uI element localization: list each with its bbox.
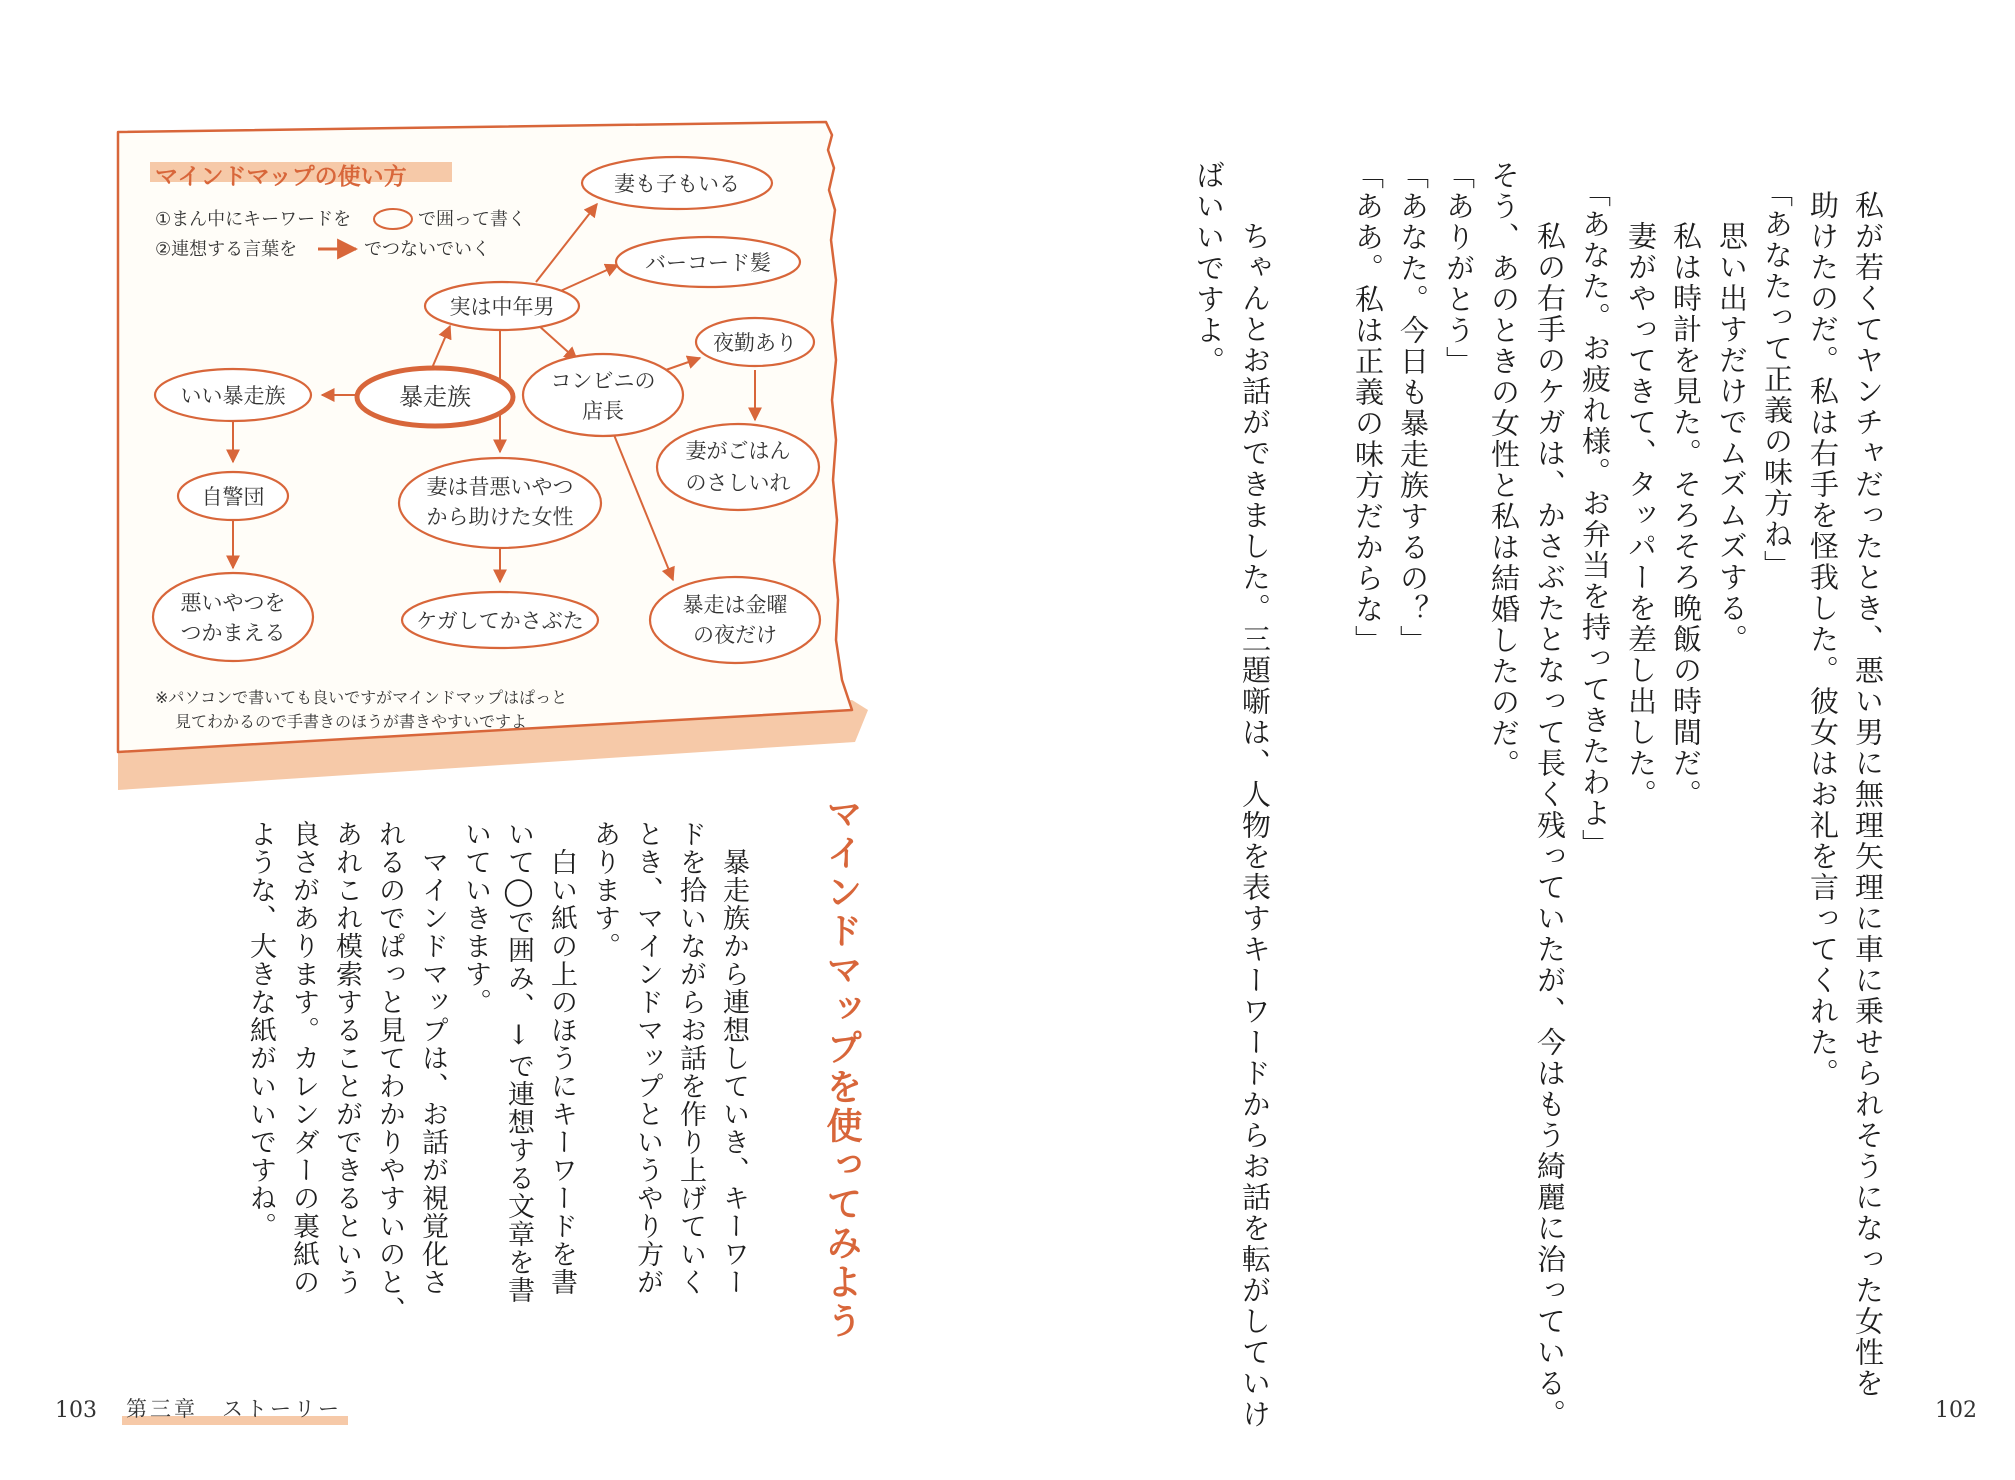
left-page-line-1: 暴走族から連想していき、キーワー xyxy=(718,820,749,1296)
right-page-line-5: 私は時計を見た。そろそろ晩飯の時間だ。 xyxy=(1669,190,1703,810)
node-catch-bad-ellipse xyxy=(153,573,313,661)
left-page-line-6: いて◯で囲み、↓で連想する文章を書 xyxy=(503,820,534,1304)
instruction-2-pre: ②連想する言葉を xyxy=(155,239,298,260)
node-store-label-1: コンビニの xyxy=(550,369,656,393)
node-scab-label: ケガしてかさぶた xyxy=(416,609,584,633)
node-catch-bad-label-1: 悪いやつを xyxy=(180,591,286,615)
left-page-line-10: あれこれ模索することができるという xyxy=(331,820,362,1296)
node-friday-label-1: 暴走は金曜 xyxy=(682,593,788,617)
right-page-line-1: 私が若くてヤンチャだったとき、悪い男に無理矢理に車に乗せられそうになった女性を xyxy=(1851,190,1885,1399)
left-page-line-2: ドを拾いながらお話を作り上げていく xyxy=(675,820,706,1296)
left-page-line-7: いていきます。 xyxy=(460,820,491,1016)
page-number-right: 102 xyxy=(1935,1398,1977,1423)
right-page-line-10: 「ありがとう」 xyxy=(1442,160,1476,377)
node-wife-saved-ellipse xyxy=(399,458,601,548)
mindmap-title: マインドマップの使い方 xyxy=(155,164,407,190)
right-page-line-9: そう、あのときの女性と私は結婚したのだ。 xyxy=(1487,160,1521,780)
right-page-line-13: ちゃんとお話ができました。三題噺は、人物を表すキーワードからお話を転がしていけ xyxy=(1238,190,1272,1430)
node-store-label-2: 店長 xyxy=(582,399,624,423)
right-page-line-14: ばいいですよ。 xyxy=(1192,160,1226,377)
node-friday-label-2: の夜だけ xyxy=(693,623,777,647)
node-night-shift-label: 夜勤あり xyxy=(713,331,797,355)
left-page-line-11: 良さがあります。カレンダーの裏紙の xyxy=(288,820,319,1296)
right-page-line-3: 「あなたって正義の味方ね」 xyxy=(1760,178,1794,581)
node-store-ellipse xyxy=(523,354,683,436)
mindmap-note-line-1: ※パソコンで書いても良いですがマインドマップはぱっと xyxy=(155,688,568,707)
instruction-1-post: で囲って書く xyxy=(418,209,526,230)
node-wife-saved-label-2: から助けた女性 xyxy=(426,505,574,529)
left-page-line-9: れるのでぱっと見てわかりやすいのと、 xyxy=(374,820,405,1324)
left-page-line-8: マインドマップは、お話が視覚化さ xyxy=(417,820,448,1296)
left-page-line-5: 白い紙の上のほうにキーワードを書 xyxy=(546,820,577,1296)
page-number-left: 103 xyxy=(55,1398,97,1423)
left-page-line-3: とき、マインドマップというやり方が xyxy=(632,820,663,1296)
instruction-1-pre: ①まん中にキーワードを xyxy=(155,209,352,230)
node-catch-bad-label-2: つかまえる xyxy=(180,621,286,645)
node-middle-aged-label: 実は中年男 xyxy=(449,295,555,319)
right-page-line-12: 「ああ。私は正義の味方だからな」 xyxy=(1351,160,1385,656)
node-wife-lunch-ellipse xyxy=(657,424,819,510)
node-wife-lunch-label-1: 妻がごはん xyxy=(685,439,791,463)
node-center-label: 暴走族 xyxy=(399,383,471,411)
node-wife-saved-label-1: 妻は昔悪いやつ xyxy=(426,475,574,499)
node-friday-ellipse xyxy=(650,577,820,663)
right-page-line-7: 「あなた。お疲れ様。お弁当を持ってきたわよ」 xyxy=(1578,178,1612,860)
left-page-line-4: あります。 xyxy=(589,820,620,960)
node-barcode-label: バーコード髪 xyxy=(645,251,771,275)
chapter-label: 第三章 ストーリー xyxy=(122,1393,348,1425)
node-wife-lunch-label-2: のさしいれ xyxy=(685,471,791,495)
node-good-gang-label: いい暴走族 xyxy=(180,384,286,408)
right-page-line-2: 助けたのだ。私は右手を怪我した。彼女はお礼を言ってくれた。 xyxy=(1806,190,1840,1089)
section-title: マインドマップを使ってみよう xyxy=(821,795,862,1341)
right-page-line-8: 私の右手のケガは、かさぶたとなって長く残っていたが、今はもう綺麗に治っている。 xyxy=(1533,190,1567,1430)
left-page-line-12: ような、大きな紙がいいですね。 xyxy=(245,820,276,1240)
right-page-line-4: 思い出すだけでムズムズする。 xyxy=(1715,190,1749,655)
node-wife-kids-label: 妻も子もいる xyxy=(614,172,740,196)
instruction-2-post: でつないでいく xyxy=(364,239,490,260)
mindmap-note-line-2: 見てわかるので手書きのほうが書きやすいですよ xyxy=(175,712,528,731)
node-vigilante-label: 自警団 xyxy=(201,485,265,509)
right-page-line-6: 妻がやってきて、タッパーを差し出した。 xyxy=(1624,190,1658,810)
right-page-line-11: 「あなた。今日も暴走族するの？」 xyxy=(1396,160,1430,656)
